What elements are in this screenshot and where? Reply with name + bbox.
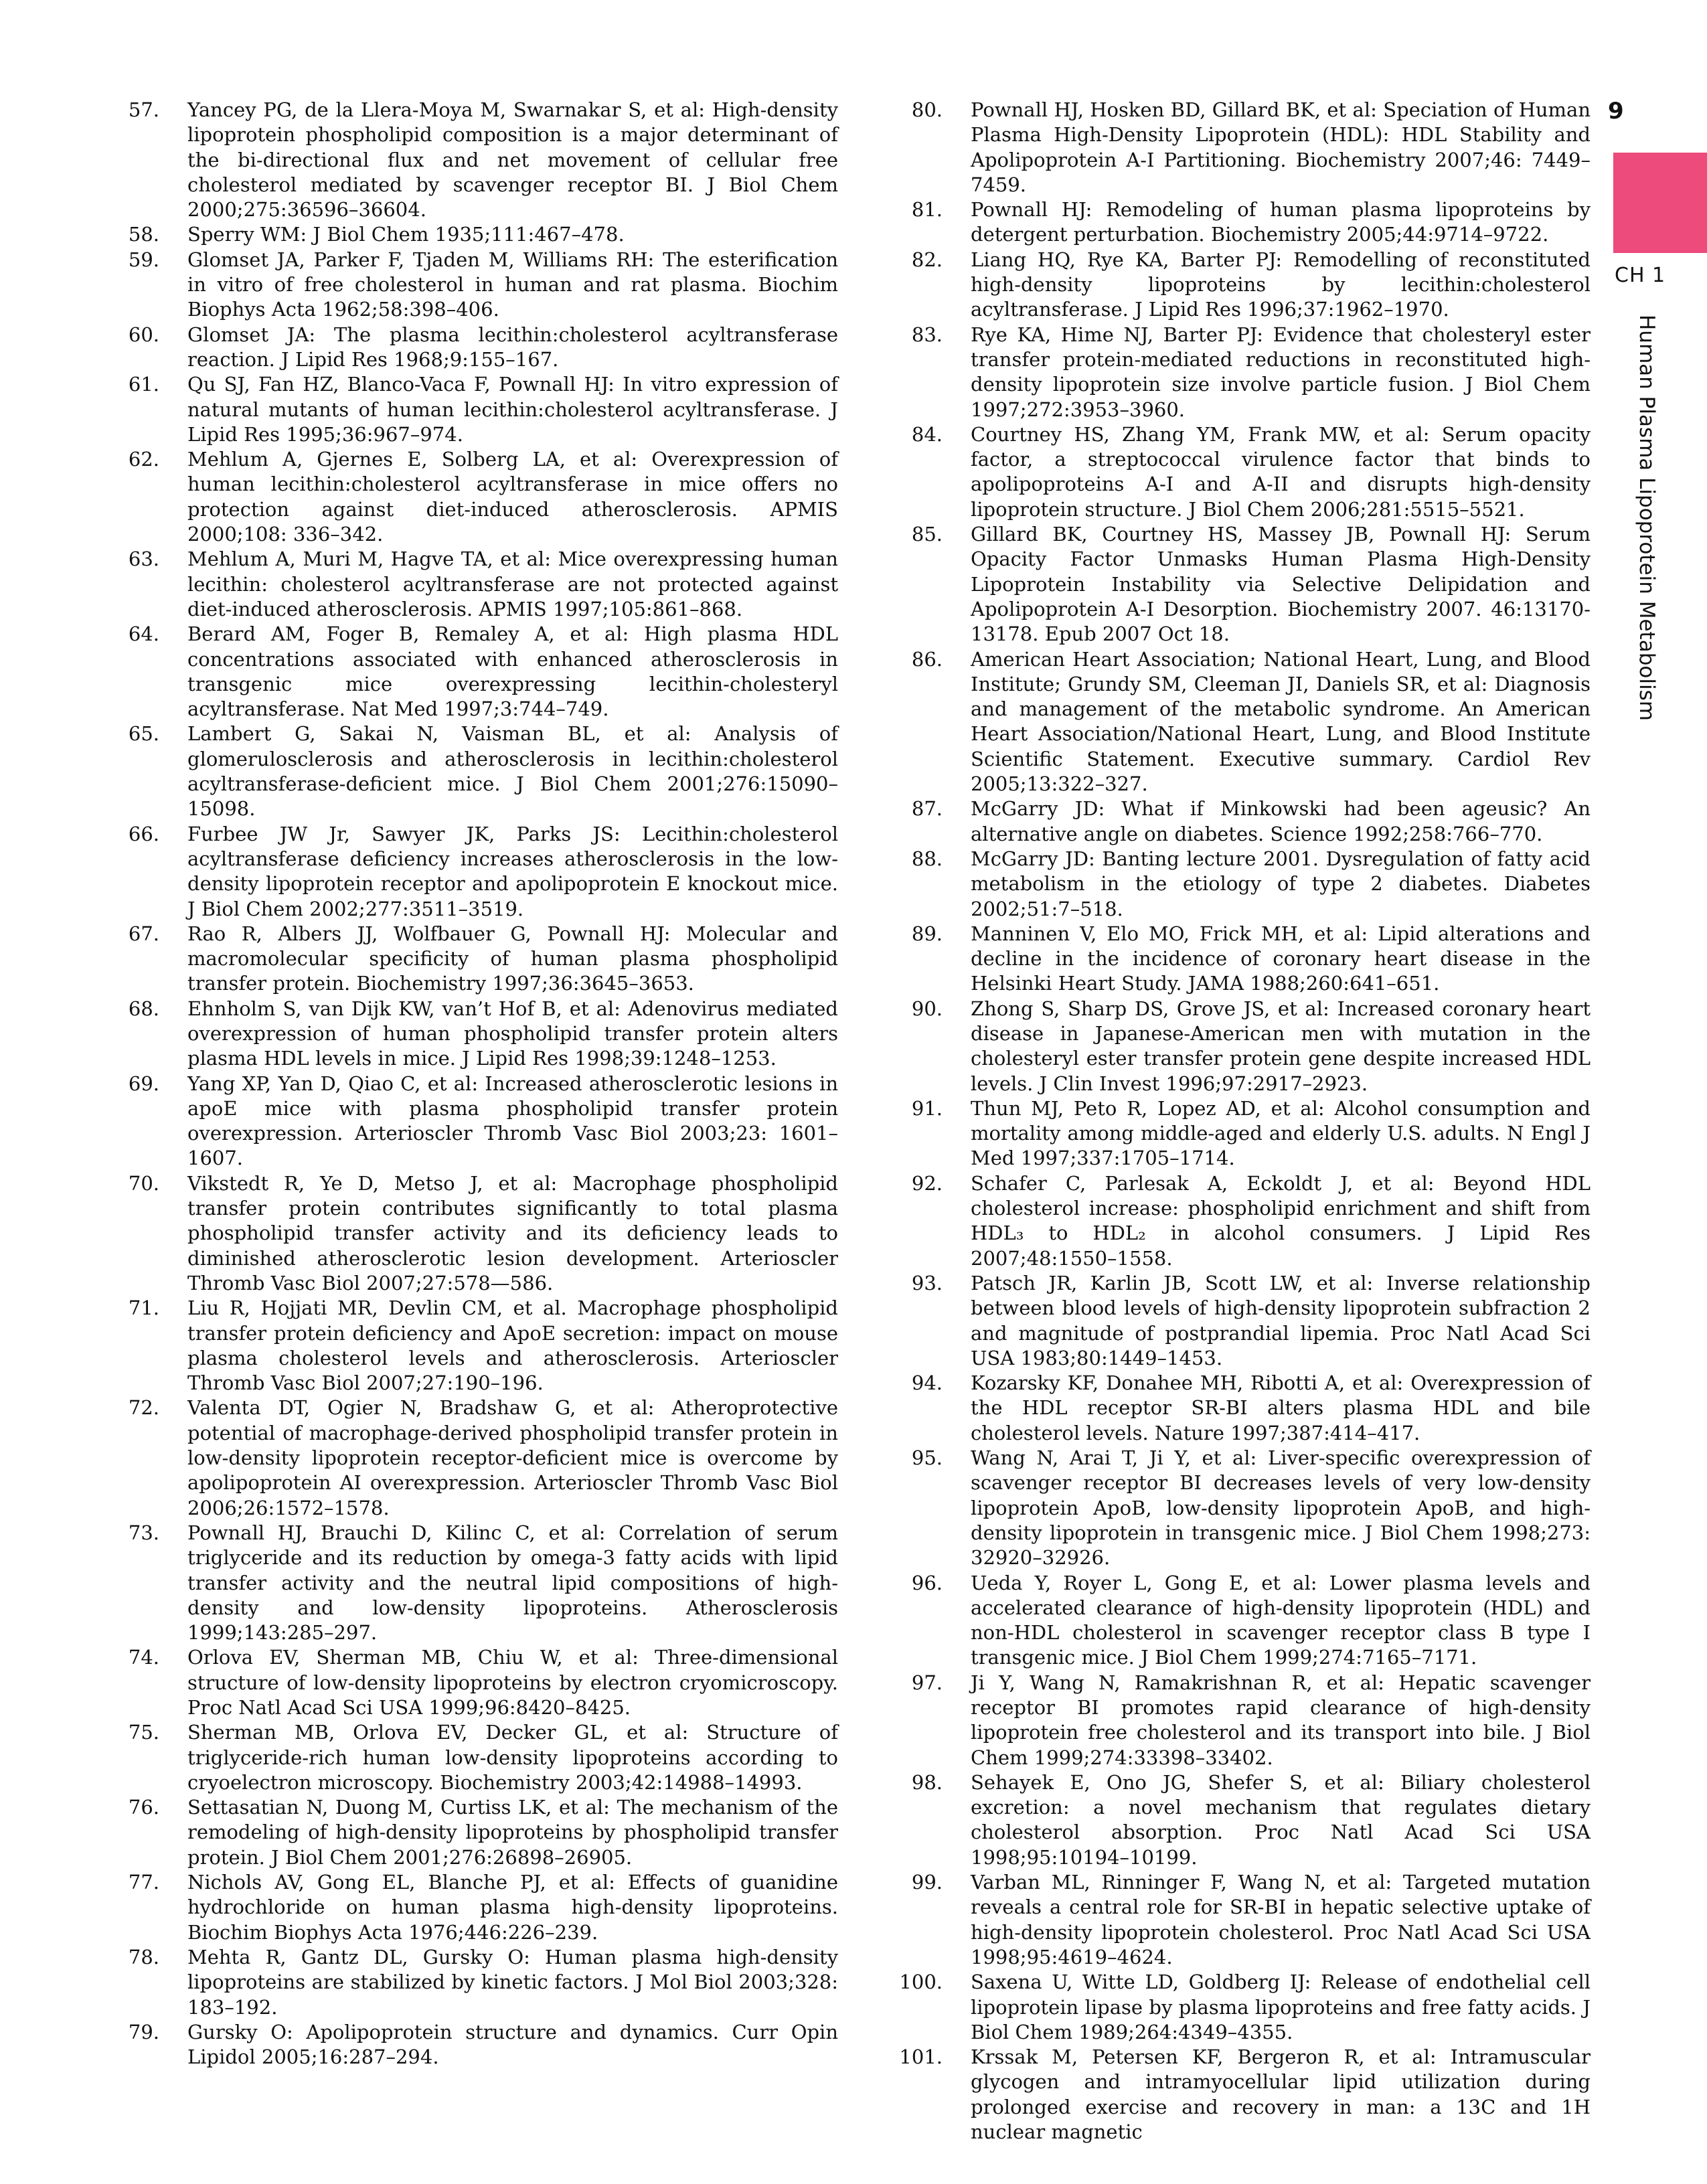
reference-item — [864, 847, 1591, 922]
reference-number: 79. — [128, 2020, 159, 2043]
reference-item — [864, 2045, 1591, 2145]
reference-item — [80, 1645, 838, 1720]
reference-text: Yancey PG, de la Llera-Moya M, Swarnakar S, et al: High-density lipoprotein phospholipid composition is a major determinant of the bi-directional flux and net movement of cellular free cholesterol mediated by scavenger receptor BI. J Biol Chem 2000;275:36596–36604. — [187, 98, 838, 222]
reference-text: Liu R, Hojjati MR, Devlin CM, et al. Macrophage phospholipid transfer protein deficiency and ApoE secretion: impact on mouse plasma cholesterol levels and atherosclerosis. Arterioscler Thromb Vasc Biol 2007;27:190–196. — [187, 1296, 838, 1395]
reference-text: Courtney HS, Zhang YM, Frank MW, et al: Serum opacity factor, a streptococcal virulence factor that binds to apolipoproteins A-I and A-II and disrupts high-density lipoprotein structure. J Biol Chem 2006;281:5515–5521. — [971, 422, 1591, 521]
reference-number: 91. — [911, 1096, 943, 1120]
reference-item — [80, 1720, 838, 1795]
reference-item — [864, 1970, 1591, 2045]
reference-item — [80, 222, 838, 247]
reference-number: 70. — [128, 1171, 159, 1195]
reference-number: 65. — [128, 722, 159, 746]
reference-item — [864, 922, 1591, 997]
reference-number: 96. — [911, 1571, 943, 1594]
reference-text: Pownall HJ: Remodeling of human plasma lipoproteins by detergent perturbation. Biochemistry 2005;44:9714–9722. — [971, 198, 1591, 246]
reference-number: 97. — [911, 1671, 943, 1694]
reference-number: 59. — [128, 248, 159, 271]
reference-text: Krssak M, Petersen KF, Bergeron R, et al: Intramuscular glycogen and intramyocellular lipid utilization during prolonged exercise and recovery in man: a 13C and 1H nuclear magnetic — [971, 2045, 1591, 2144]
reference-item — [864, 197, 1591, 248]
reference-text: McGarry JD: Banting lecture 2001. Dysregulation of fatty acid metabolism in the etiology of type 2 diabetes. Diabetes 2002;51:7–518. — [971, 847, 1591, 920]
reference-item — [80, 1171, 838, 1296]
reference-item — [80, 248, 838, 323]
reference-number: 89. — [911, 922, 943, 945]
reference-text: Ueda Y, Royer L, Gong E, et al: Lower plasma levels and accelerated clearance of high-density lipoprotein (HDL) and non-HDL cholesterol in scavenger receptor class B type I transgenic mice. J Biol Chem 1999;274:7165–7171. — [971, 1571, 1591, 1669]
reference-text: Qu SJ, Fan HZ, Blanco-Vaca F, Pownall HJ: In vitro expression of natural mutants of human lecithin:cholesterol acyltransferase. J Lipid Res 1995;36:967–974. — [187, 373, 838, 446]
reference-number: 100. — [899, 1970, 943, 1994]
reference-text: Ji Y, Wang N, Ramakrishnan R, et al: Hepatic scavenger receptor BI promotes rapid clearance of high-density lipoprotein free cholesterol and its transport into bile. J Biol Chem 1999;274:33398–33402. — [971, 1671, 1591, 1769]
reference-number: 87. — [911, 797, 943, 821]
reference-item — [80, 323, 838, 373]
reference-text: Liang HQ, Rye KA, Barter PJ: Remodelling of reconstituted high-density lipoproteins by lecithin:cholesterol acyltransferase. J Lipid Res 1996;37:1962–1970. — [971, 248, 1591, 321]
reference-number: 77. — [128, 1871, 159, 1894]
reference-item — [80, 722, 838, 821]
reference-item — [864, 1096, 1591, 1171]
reference-number: 76. — [128, 1796, 159, 1819]
reference-item — [80, 547, 838, 622]
chapter-tab — [1613, 153, 1707, 253]
reference-item — [864, 1870, 1591, 1970]
reference-number: 80. — [911, 98, 943, 121]
reference-text: Kozarsky KF, Donahee MH, Ribotti A, et al: Overexpression of the HDL receptor SR-BI alters plasma HDL and bile cholesterol levels. Nature 1997;387:414–417. — [971, 1371, 1591, 1444]
reference-text: Zhong S, Sharp DS, Grove JS, et al: Increased coronary heart disease in Japanese-American men with mutation in the cholesteryl ester transfer protein gene despite increased HDL levels. J Clin Invest 1996;97:2917–2923. — [971, 997, 1591, 1095]
reference-item — [864, 796, 1591, 847]
reference-number: 81. — [911, 198, 943, 222]
reference-item — [864, 997, 1591, 1096]
reference-number: 88. — [911, 847, 943, 870]
reference-text: Mehta R, Gantz DL, Gursky O: Human plasma high-density lipoproteins are stabilized by kinetic factors. J Mol Biol 2003;328: 183–192. — [187, 1945, 838, 2019]
reference-item — [80, 1521, 838, 1645]
reference-item — [80, 1396, 838, 1520]
reference-number: 82. — [911, 248, 943, 271]
reference-text: Mehlum A, Muri M, Hagve TA, et al: Mice overexpressing human lecithin: cholesterol acyltransferase are not protected against diet-induced atherosclerosis. APMIS 1997;105:861–868. — [187, 548, 838, 620]
reference-item — [80, 2020, 838, 2070]
reference-text: Yang XP, Yan D, Qiao C, et al: Increased atherosclerotic lesions in apoE mice with plasma phospholipid transfer protein overexpression. Arterioscler Thromb Vasc Biol 2003;23: 1601–1607. — [187, 1072, 838, 1170]
reference-number: 62. — [128, 448, 159, 471]
reference-number: 94. — [911, 1371, 943, 1395]
page-number: 9 — [1608, 98, 1624, 124]
reference-text: Settasatian N, Duong M, Curtiss LK, et al: The mechanism of the remodeling of high-density lipoproteins by phospholipid transfer protein. J Biol Chem 2001;276:26898–26905. — [187, 1796, 838, 1869]
reference-text: Lambert G, Sakai N, Vaisman BL, et al: Analysis of glomerulosclerosis and atherosclerosis in lecithin:cholesterol acyltransferase-deficient mice. J Biol Chem 2001;276:15090–15098. — [187, 722, 838, 821]
reference-number: 99. — [911, 1871, 943, 1894]
reference-item — [80, 922, 838, 997]
reference-text: Glomset JA: The plasma lecithin:cholesterol acyltransferase reaction. J Lipid Res 1968;9:155–167. — [187, 323, 838, 371]
reference-item — [864, 1371, 1591, 1446]
reference-item — [864, 323, 1591, 422]
reference-item — [80, 997, 838, 1072]
reference-item — [864, 248, 1591, 323]
reference-text: Thun MJ, Peto R, Lopez AD, et al: Alcohol consumption and mortality among middle-aged and elderly U.S. adults. N Engl J Med 1997;337:1705–1714. — [971, 1096, 1591, 1170]
reference-number: 83. — [911, 323, 943, 346]
reference-item — [80, 447, 838, 547]
references-right-column — [864, 98, 1591, 2145]
reference-text: Valenta DT, Ogier N, Bradshaw G, et al: Atheroprotective potential of macrophage-derived phospholipid transfer protein in low-density lipoprotein receptor-deficient mice is overcome by apolipoprotein AI overexpression. Arterioscler Thromb Vasc Biol 2006;26:1572–1578. — [187, 1396, 838, 1519]
reference-number: 92. — [911, 1171, 943, 1195]
reference-number: 66. — [128, 822, 159, 845]
reference-number: 84. — [911, 422, 943, 446]
reference-text: Nichols AV, Gong EL, Blanche PJ, et al: Effects of guanidine hydrochloride on human plasma high-density lipoproteins. Biochim Biophys Acta 1976;446:226–239. — [187, 1871, 838, 1944]
reference-text: McGarry JD: What if Minkowski had been ageusic? An alternative angle on diabetes. Science 1992;258:766–770. — [971, 797, 1591, 845]
reference-item — [80, 1296, 838, 1396]
reference-item — [80, 372, 838, 447]
reference-item — [864, 422, 1591, 522]
reference-number: 64. — [128, 622, 159, 646]
reference-item — [864, 522, 1591, 647]
reference-text: Patsch JR, Karlin JB, Scott LW, et al: Inverse relationship between blood levels of high-density lipoprotein subfraction 2 and magnitude of postprandial lipemia. Proc Natl Acad Sci USA 1983;80:1449–1453. — [971, 1271, 1591, 1369]
reference-number: 61. — [128, 373, 159, 396]
reference-text: Manninen V, Elo MO, Frick MH, et al: Lipid alterations and decline in the incidence of coronary heart disease in the Helsinki Heart Study. JAMA 1988;260:641–651. — [971, 922, 1591, 995]
reference-text: Mehlum A, Gjernes E, Solberg LA, et al: Overexpression of human lecithin:cholesterol acyltransferase in mice offers no protection against diet-induced atherosclerosis. APMIS 2000;108: 336–342. — [187, 448, 838, 546]
reference-item — [864, 1770, 1591, 1870]
reference-number: 93. — [911, 1271, 943, 1294]
reference-number: 71. — [128, 1296, 159, 1320]
reference-number: 90. — [911, 997, 943, 1020]
running-title: Human Plasma Lipoprotein Metabolism — [1635, 315, 1659, 721]
reference-number: 68. — [128, 997, 159, 1020]
reference-item — [80, 622, 838, 722]
reference-text: Orlova EV, Sherman MB, Chiu W, et al: Three-dimensional structure of low-density lipoproteins by electron cryomicroscopy. Proc Natl Acad Sci USA 1999;96:8420–8425. — [187, 1646, 838, 1719]
reference-text: Gursky O: Apolipoprotein structure and dynamics. Curr Opin Lipidol 2005;16:287–294. — [187, 2020, 838, 2069]
reference-text: Glomset JA, Parker F, Tjaden M, Williams RH: The esterification in vitro of free cholesterol in human and rat plasma. Biochim Biophys Acta 1962;58:398–406. — [187, 248, 838, 321]
reference-item — [80, 1870, 838, 1945]
reference-number: 57. — [128, 98, 159, 121]
reference-item — [80, 1072, 838, 1171]
reference-number: 58. — [128, 223, 159, 246]
reference-number: 73. — [128, 1521, 159, 1544]
reference-number: 101. — [899, 2045, 943, 2069]
reference-number: 85. — [911, 523, 943, 546]
reference-text: Pownall HJ, Hosken BD, Gillard BK, et al: Speciation of Human Plasma High-Density Lipoprotein (HDL): HDL Stability and Apolipoprotein A-I Partitioning. Biochemistry 2007;46: 7449–7459. — [971, 98, 1591, 196]
reference-text: Rao R, Albers JJ, Wolfbauer G, Pownall HJ: Molecular and macromolecular specificity of human plasma phospholipid transfer protein. Biochemistry 1997;36:3645–3653. — [187, 922, 838, 995]
reference-text: Saxena U, Witte LD, Goldberg IJ: Release of endothelial cell lipoprotein lipase by plasma lipoproteins and free fatty acids. J Biol Chem 1989;264:4349–4355. — [971, 1970, 1591, 2043]
reference-text: Vikstedt R, Ye D, Metso J, et al: Macrophage phospholipid transfer protein contributes significantly to total plasma phospholipid transfer activity and its deficiency leads to diminished atherosclerotic lesion development. Arterioscler Thromb Vasc Biol 2007;27:578—586. — [187, 1171, 838, 1294]
reference-item — [864, 1571, 1591, 1671]
reference-number: 98. — [911, 1770, 943, 1794]
reference-number: 63. — [128, 548, 159, 571]
reference-text: Ehnholm S, van Dijk KW, van’t Hof B, et al: Adenovirus mediated overexpression of human phospholipid transfer protein alters plasma HDL levels in mice. J Lipid Res 1998;39:1248–1253. — [187, 997, 838, 1070]
reference-text: Sherman MB, Orlova EV, Decker GL, et al: Structure of triglyceride-rich human low-density lipoproteins according to cryoelectron microscopy. Biochemistry 2003;42:14988–14993. — [187, 1721, 838, 1794]
reference-item — [864, 1446, 1591, 1570]
reference-number: 78. — [128, 1945, 159, 1968]
reference-number: 60. — [128, 323, 159, 346]
reference-text: Gillard BK, Courtney HS, Massey JB, Pownall HJ: Serum Opacity Factor Unmasks Human Plasma High-Density Lipoprotein Instability via Selective Delipidation and Apolipoprotein A-I Desorption. Biochemistry 2007. 46:13170-13178. Epub 2007 Oct 18. — [971, 523, 1591, 646]
reference-number: 72. — [128, 1396, 159, 1420]
reference-number: 74. — [128, 1646, 159, 1669]
reference-number: 95. — [911, 1446, 943, 1470]
reference-number: 75. — [128, 1721, 159, 1744]
reference-text: American Heart Association; National Heart, Lung, and Blood Institute; Grundy SM, Cleeman JI, Daniels SR, et al: Diagnosis and management of the metabolic syndrome. An American Heart Association/National Heart, Lung, and Blood Institute Scientific Statement. Executive summary. Cardiol Rev 2005;13:322–327. — [971, 647, 1591, 796]
reference-text: Furbee JW Jr, Sawyer JK, Parks JS: Lecithin:cholesterol acyltransferase deficiency increases atherosclerosis in the low-density lipoprotein receptor and apolipoprotein E knockout mice. J Biol Chem 2002;277:3511–3519. — [187, 822, 838, 920]
reference-text: Pownall HJ, Brauchi D, Kilinc C, et al: Correlation of serum triglyceride and its reduction by omega-3 fatty acids with lipid transfer activity and the neutral lipid compositions of high-density and low-density lipoproteins. Atherosclerosis 1999;143:285–297. — [187, 1521, 838, 1645]
reference-number: 69. — [128, 1072, 159, 1095]
reference-text: Sehayek E, Ono JG, Shefer S, et al: Biliary cholesterol excretion: a novel mechanism that regulates dietary cholesterol absorption. Proc Natl Acad Sci USA 1998;95:10194–10199. — [971, 1770, 1591, 1869]
references-left-column — [80, 98, 838, 2070]
reference-text: Sperry WM: J Biol Chem 1935;111:467–478. — [187, 223, 625, 246]
reference-text: Berard AM, Foger B, Remaley A, et al: High plasma HDL concentrations associated with enhanced atherosclerosis in transgenic mice overexpressing lecithin-cholesteryl acyltransferase. Nat Med 1997;3:744–749. — [187, 622, 838, 721]
reference-text: Varban ML, Rinninger F, Wang N, et al: Targeted mutation reveals a central role for SR-BI in hepatic selective uptake of high-density lipoprotein cholesterol. Proc Natl Acad Sci USA 1998;95:4619–4624. — [971, 1871, 1591, 1968]
reference-item — [80, 98, 838, 222]
reference-item — [864, 1671, 1591, 1770]
reference-item — [864, 98, 1591, 197]
reference-number: 67. — [128, 922, 159, 945]
reference-item — [864, 1171, 1591, 1271]
reference-text: Rye KA, Hime NJ, Barter PJ: Evidence that cholesteryl ester transfer protein-mediated reductions in reconstituted high-density lipoprotein size involve particle fusion. J Biol Chem 1997;272:3953–3960. — [971, 323, 1591, 421]
reference-number: 86. — [911, 647, 943, 671]
chapter-label: CH 1 — [1615, 264, 1666, 287]
reference-item — [80, 822, 838, 922]
reference-item — [80, 1795, 838, 1870]
reference-item — [864, 1271, 1591, 1371]
reference-item — [80, 1945, 838, 2020]
reference-text: Wang N, Arai T, Ji Y, et al: Liver-specific overexpression of scavenger receptor BI decreases levels of very low-density lipoprotein ApoB, low-density lipoprotein ApoB, and high-density lipoprotein in transgenic mice. J Biol Chem 1998;273: 32920–32926. — [971, 1446, 1591, 1570]
reference-text: Schafer C, Parlesak A, Eckoldt J, et al: Beyond HDL cholesterol increase: phospholipid enrichment and shift from HDL₃ to HDL₂ in alcohol consumers. J Lipid Res 2007;48:1550–1558. — [971, 1171, 1591, 1270]
reference-item — [864, 647, 1591, 797]
